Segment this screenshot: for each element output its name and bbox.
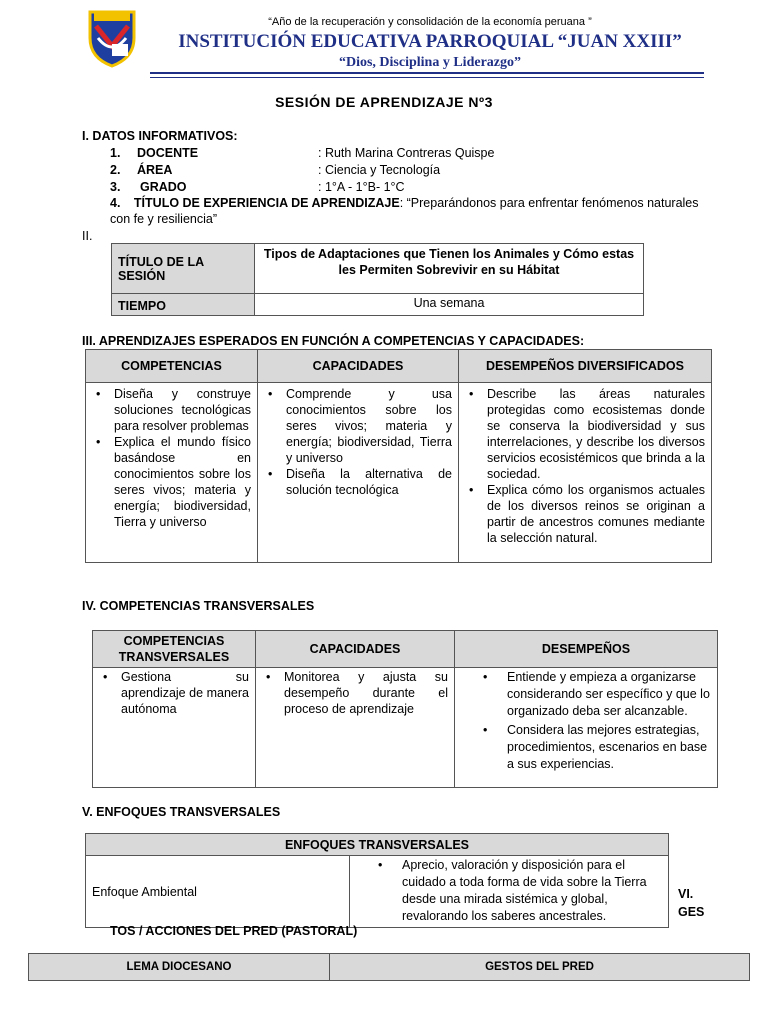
- session-title-value: Tipos de Adaptaciones que Tienen los Animales y Cómo estas les Permiten Sobrevivir en su Hábitat: [255, 244, 644, 294]
- list-item: • Describe las áreas naturales protegidas como ecosistemas donde se conserva la biodiversidad y sus interrelaciones, y describe los diversos servicios ecosistémicos que brinda a la sociedad.: [487, 386, 705, 482]
- grado-label: GRADO: [140, 180, 187, 194]
- docente-label: DOCENTE: [137, 146, 199, 160]
- section-3-heading: III. APRENDIZAJES ESPERADOS EN FUNCIÓN A COMPETENCIAS Y CAPACIDADES:: [82, 334, 585, 348]
- competencias-cell: [86, 383, 258, 563]
- institution-name: INSTITUCIÓN EDUCATIVA PARROQUIAL “JUAN XXIII”: [178, 31, 682, 52]
- desempenos-cell: [459, 383, 712, 563]
- approaches-header: ENFOQUES TRANSVERSALES: [86, 834, 669, 856]
- col-lema-diocesano: LEMA DIOCESANO: [29, 954, 330, 981]
- list-item: • Gestiona su aprendizaje de manera autónoma: [121, 669, 249, 717]
- header-rule-thin: [150, 77, 704, 78]
- col-competencias-transversales: COMPETENCIAS TRANSVERSALES: [93, 631, 256, 668]
- col-competencias: COMPETENCIAS: [86, 350, 258, 383]
- approaches-table: [85, 833, 669, 928]
- capacidades-cell: [258, 383, 459, 563]
- time-label: TIEMPO: [112, 294, 255, 316]
- item-3-num: 3.: [110, 180, 121, 194]
- list-item: • Considera las mejores estrategias, procedimientos, escenarios en base a sus experiencias.: [507, 722, 711, 773]
- col-gestos-pred: GESTOS DEL PRED: [330, 954, 750, 981]
- item-4-num: 4.: [110, 196, 121, 210]
- capacidades-cell: [256, 668, 455, 788]
- list-item: • Diseña la alternativa de solución tecnológica: [286, 466, 452, 498]
- area-value: : Ciencia y Tecnología: [318, 163, 441, 177]
- transversal-competencies-table: [92, 630, 718, 788]
- approach-name: Enfoque Ambiental: [86, 856, 350, 928]
- col-capacidades: CAPACIDADES: [258, 350, 459, 383]
- area-label: ÁREA: [137, 163, 173, 177]
- col-desempenos: DESEMPEÑOS DIVERSIFICADOS: [459, 350, 712, 383]
- list-item: • Comprende y usa conocimientos sobre los seres vivos; materia y energía; biodiversidad, Tierra y universo: [286, 386, 452, 466]
- session-title-label: TÍTULO DE LA SESIÓN: [112, 244, 255, 294]
- time-value: Una semana: [255, 294, 644, 316]
- competencias-cell: [93, 668, 256, 788]
- list-item: • Explica cómo los organismos actuales de los diversos reinos se originan a partir de ancestros comunes mediante la selección natural.: [487, 482, 705, 546]
- docente-value: : Ruth Marina Contreras Quispe: [318, 146, 495, 160]
- session-info-table: [111, 243, 644, 316]
- section-4-heading: IV. COMPETENCIAS TRANSVERSALES: [82, 599, 315, 613]
- col-desempenos: DESEMPEÑOS: [455, 631, 718, 668]
- list-item: • Aprecio, valoración y disposición para el cuidado a toda forma de vida sobre la Tierra desde una mirada sistémica y global, revalorando los saberes ancestrales.: [402, 857, 662, 925]
- item-1-num: 1.: [110, 146, 121, 160]
- list-item: • Diseña y construye soluciones tecnológicas para resolver problemas: [114, 386, 251, 434]
- list-item: • Explica el mundo físico basándose en conocimientos sobre los seres vivos; materia y energía; biodiversidad, Tierra y universo: [114, 434, 251, 530]
- session-title: SESIÓN DE APRENDIZAJE Nº3: [275, 94, 493, 110]
- section-6-heading-part: GES: [678, 905, 705, 919]
- grado-value: : 1°A - 1°B- 1°C: [318, 180, 405, 194]
- institution-motto: “Dios, Disciplina y Liderazgo”: [338, 55, 521, 70]
- col-capacidades: CAPACIDADES: [256, 631, 455, 668]
- school-logo: [86, 8, 138, 68]
- section-6-num: VI.: [678, 887, 694, 901]
- section-1-heading: I. DATOS INFORMATIVOS:: [82, 129, 238, 143]
- section-2-heading: II.: [82, 229, 93, 243]
- experience-title-value: : “Preparándonos para enfrentar fenómenos naturales: [399, 196, 699, 210]
- section-5-heading: V. ENFOQUES TRANSVERSALES: [82, 805, 281, 819]
- header-rule: [150, 72, 704, 74]
- desempenos-cell: [455, 668, 718, 788]
- competencies-table: [85, 349, 712, 563]
- item-2-num: 2.: [110, 163, 121, 177]
- section-6-heading-rest: TOS / ACCIONES DEL PRED (PASTORAL): [110, 924, 358, 938]
- experience-title-value-cont: con fe y resiliencia”: [110, 212, 217, 226]
- experience-title-label: TÍTULO DE EXPERIENCIA DE APRENDIZAJE: [133, 196, 400, 210]
- year-motto: “Año de la recuperación y consolidación de la economía peruana ”: [268, 16, 592, 28]
- pastoral-table: [28, 953, 750, 981]
- list-item: • Entiende y empieza a organizarse considerando ser específico y que lo organizado deba ser alcanzable.: [507, 669, 711, 720]
- item-4: [110, 196, 699, 210]
- list-item: • Monitorea y ajusta su desempeño durante el proceso de aprendizaje: [284, 669, 448, 717]
- approach-cell: [350, 856, 669, 928]
